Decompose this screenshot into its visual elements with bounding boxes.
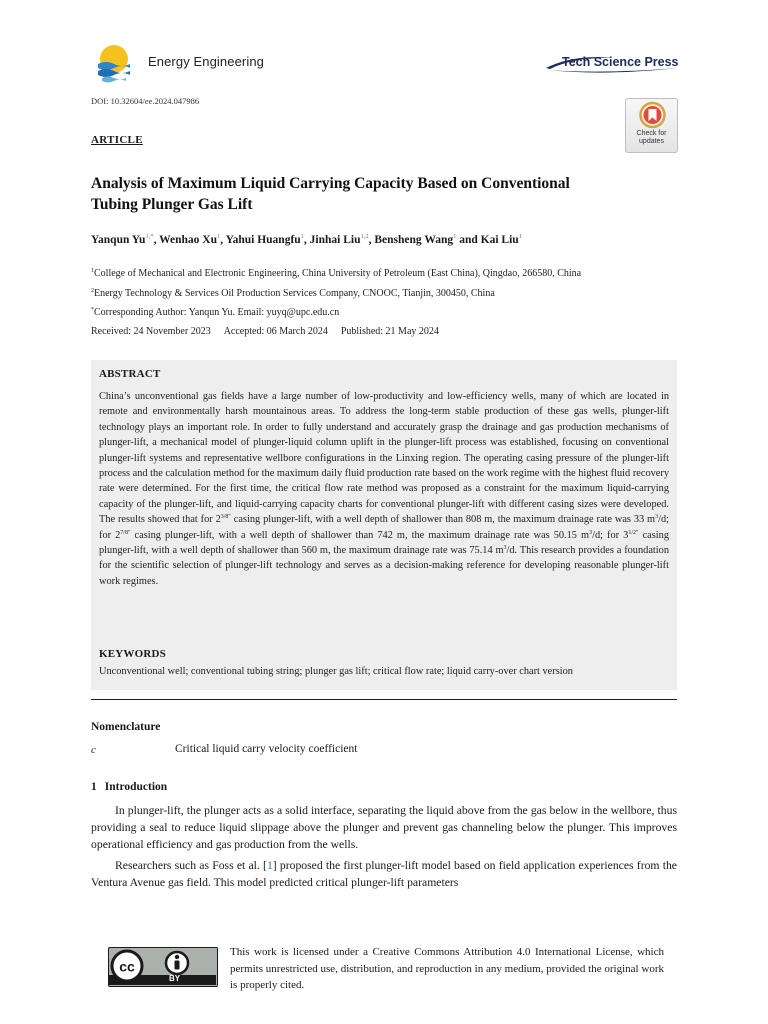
abstract-segment: casing plunger-lift, with a well depth of shallower than 742 m, the maximum drainage rate was 50.15 m (130, 529, 590, 541)
affiliation-text: Energy Technology & Services Oil Production Services Company, CNOOC, Tianjin, 300450, China (94, 288, 495, 299)
author-affiliation-mark[interactable]: 1,* (145, 233, 154, 240)
journal-logo (92, 40, 136, 86)
svg-text:cc: cc (119, 958, 135, 975)
title-line-1: Analysis of Maximum Liquid Carrying Capacity Based on Conventional (91, 175, 570, 192)
affiliation-2 (91, 288, 495, 299)
intro-paragraph-2 (91, 857, 677, 891)
affiliation-mark: 1 (91, 268, 94, 274)
section-number: 1 (91, 781, 97, 793)
paragraph-text: ] proposed the first plunger-lift model based on field application experiences from the Ventura Avenue gas field. This model predicted critical plunger-lift parameters (91, 859, 677, 889)
author-separator: , (153, 234, 160, 246)
article-type: ARTICLE (91, 134, 143, 146)
publication-dates (91, 326, 452, 337)
abstract-text (99, 389, 669, 589)
casing-size-sup: 1/2″ (628, 529, 639, 536)
affiliation-1 (91, 268, 581, 279)
received-date: Received: 24 November 2023 (91, 326, 211, 337)
author-name: Kai Liu (480, 234, 519, 246)
author-name: Jinhai Liu (309, 234, 361, 246)
abstract-box (91, 360, 677, 690)
author-name: Wenhao Xu (159, 234, 217, 246)
check-for-text: Check for (636, 130, 667, 137)
affiliation-mark: 2 (91, 288, 94, 294)
author-affiliation-mark[interactable]: 1 (518, 233, 522, 240)
journal-name: Energy Engineering (148, 54, 264, 69)
nomenclature-definition: Critical liquid carry velocity coefficient (175, 743, 358, 755)
affiliation-text: College of Mechanical and Electronic Engineering, China University of Petroleum (East China), Qingdao, 266580, China (94, 268, 582, 279)
nomenclature-symbol: c (91, 744, 96, 756)
unit-sup: 3 (655, 514, 659, 521)
publisher-name: Tech Science Press (562, 55, 679, 69)
abstract-segment: /d; for 3 (592, 529, 629, 541)
author-separator: and (456, 234, 481, 246)
abstract-segment: /d. This research provides a foundation for the scientific selection of plunger-lift technology and serves as a decision-making reference for developing reasonable plunger-lift work regimes. (99, 545, 670, 587)
abstract-segment: casing plunger-lift, with a well depth of shallower than 808 m, the maximum drainage rate was 33 m (230, 514, 656, 526)
citation-link[interactable]: 1 (266, 859, 273, 872)
cc-by-license-badge[interactable] (108, 947, 218, 987)
published-date: Published: 21 May 2024 (340, 326, 439, 337)
author-affiliation-mark[interactable]: 1,2 (360, 233, 369, 240)
paragraph-text: Researchers such as Foss et al. [ (115, 859, 267, 872)
publisher-logo (544, 52, 680, 76)
author-name: Yahui Huangfu (225, 234, 301, 246)
cc-by-label: BY (169, 974, 181, 983)
abstract-segment: China’s unconventional gas fields have a large number of low-productivity and low-efficiency wells, many of which are located in remote and environmentally harsh mountainous areas. To address the long-term stable production of these gas wells, plunger-lift technology plays an important role. In order to fully understand and accurately grasp the drainage and gas production mechanisms of plunger-lift, a mechanical model of plunger-liquid column uplift in the plunger-lift process was established, focusing on conventional plunger-lift systems and representative wellbore configurations in the Linxing region. The operating casing pressure of the plunger-lift process and the calculation method for the maximum daily fluid production rate based on the work regime with the highest fluid recovery rate were determined. For the first time, the critical flow rate method was proposed as a constraint for the maximum liquid-carrying capacity of the plunger-lift, and liquid-carrying capacity charts for conventional plunger-lift with different casing sizes were developed. The results showed that for 2 (99, 391, 669, 526)
license-text: This work is licensed under a Creative Commons Attribution 4.0 International License, which permits unrestricted use, distribution, and reproduction in any medium, provided the original work is properly cited. (230, 946, 664, 991)
author-separator: , (368, 234, 375, 246)
author-name: Yanqun Yu (91, 234, 146, 246)
corresponding-author (91, 307, 339, 318)
abstract-segment: casing plunger-lift, with a well depth of shallower than 560 m, the maximum drainage rate was 75.14 m (99, 529, 670, 557)
nomenclature-heading: Nomenclature (91, 721, 161, 733)
keywords-text: Unconventional well; conventional tubing string; plunger gas lift; critical flow rate; liquid carry-over chart version (99, 666, 573, 677)
doi[interactable]: DOI: 10.32604/ee.2024.047986 (91, 96, 200, 106)
unit-sup: 3 (589, 529, 593, 536)
section-divider (91, 699, 677, 700)
intro-paragraph-1: In plunger-lift, the plunger acts as a solid interface, separating the liquid above from the gas below in the wellbore, thus providing a seal to reduce liquid slippage above the plunger and prevent gas channeling below the plunger. This improves operational efficiency and gas production from the wells. (91, 804, 677, 851)
section-title: Introduction (104, 781, 168, 793)
bookmark-icon (626, 99, 679, 131)
casing-size-sup: 7/8″ (120, 529, 131, 536)
author-separator: , (303, 234, 310, 246)
author-list (91, 233, 691, 246)
abstract-heading: ABSTRACT (99, 368, 161, 380)
paper-title (91, 173, 651, 215)
accepted-date: Accepted: 06 March 2024 (223, 326, 328, 337)
affiliation-mark: * (91, 307, 94, 313)
corresponding-author-text[interactable]: Corresponding Author: Yanqun Yu. Email: yuyq@upc.edu.cn (94, 307, 340, 318)
author-affiliation-mark[interactable]: 1 (216, 233, 221, 240)
keywords-heading: KEYWORDS (99, 648, 166, 660)
title-line-2: Tubing Plunger Gas Lift (91, 196, 253, 213)
author-separator: , (220, 234, 226, 246)
author-name: Bensheng Wang (374, 234, 454, 246)
casing-size-sup: 3/8″ (220, 514, 231, 521)
author-affiliation-mark[interactable]: 1 (300, 233, 304, 240)
updates-text: updates (639, 138, 664, 145)
abstract-segment: /d; for 2 (99, 514, 669, 541)
unit-sup: 3 (503, 545, 507, 552)
author-affiliation-mark[interactable]: 1 (453, 233, 457, 240)
check-for-updates-badge[interactable] (625, 98, 678, 153)
introduction-heading (91, 781, 167, 793)
